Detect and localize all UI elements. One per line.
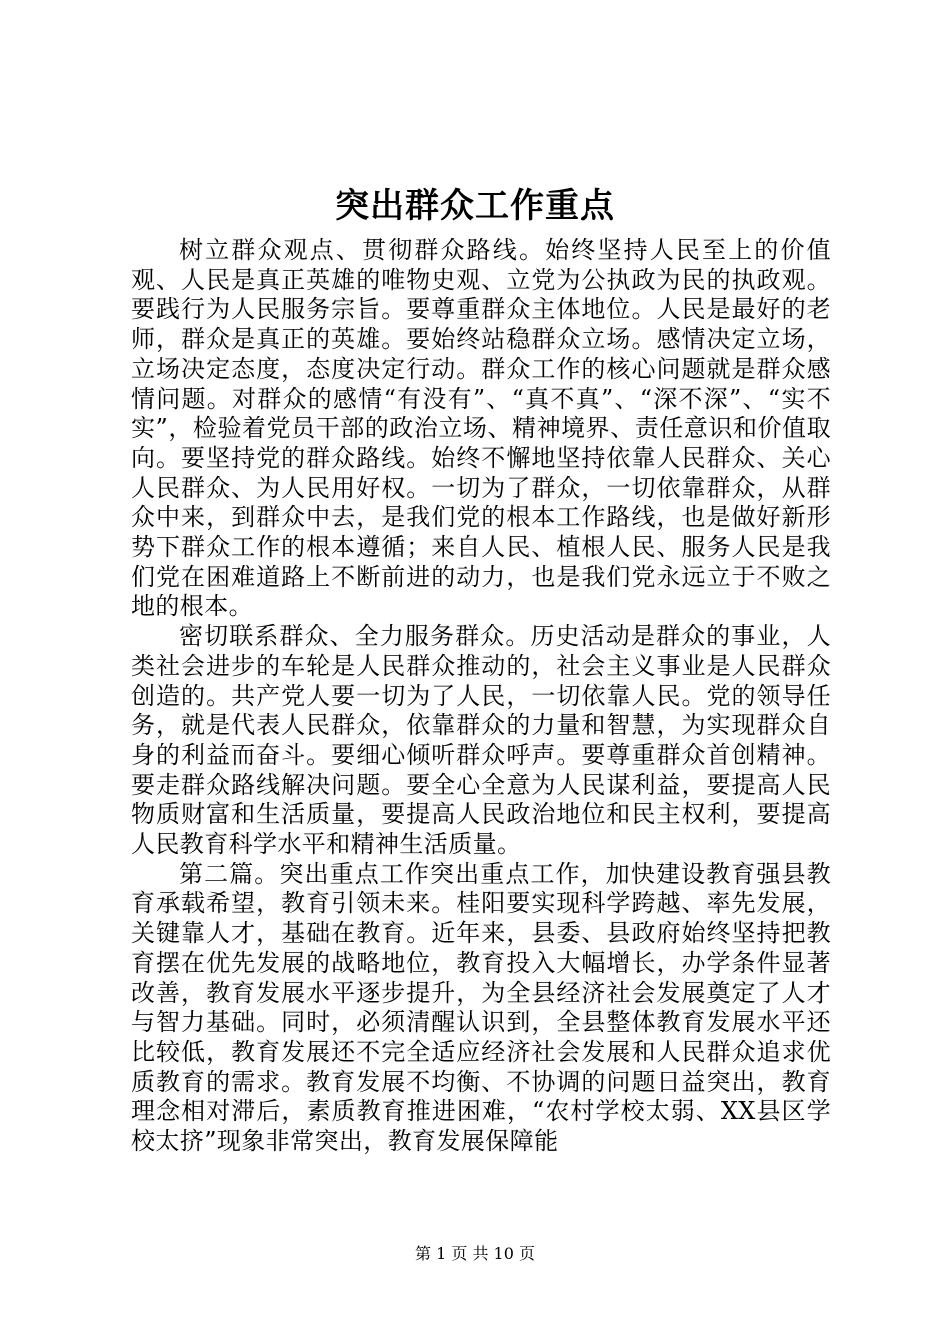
paragraph-2: 密切联系群众、全力服务群众。历史活动是群众的事业，人类社会进步的车轮是人民群众推动的，社会主义事业是人民群众创造的。共产党人要一切为了人民，一切依靠人民。党的领导任务，就是代表人民群众，依靠群众的力量和智慧，为实现群众自身的利益而奋斗。要细心倾听群众呼声。要尊重群众首创精神。要走群众路线解决问题。要全心全意为人民谋利益，要提高人民物质财富和生活质量，要提高人民政治地位和民主权利，要提高人民教育科学水平和精神生活质量。 xyxy=(131,622,831,859)
document-body xyxy=(131,236,831,1157)
page-number-footer: 第 1 页 共 10 页 xyxy=(415,1244,535,1263)
paragraph-1: 树立群众观点、贯彻群众路线。始终坚持人民至上的价值观、人民是真正英雄的唯物史观、立党为公执政为民的执政观。要践行为人民服务宗旨。要尊重群众主体地位。人民是最好的老师，群众是真正的英雄。要始终站稳群众立场。感情决定立场，立场决定态度，态度决定行动。群众工作的核心问题就是群众感情问题。对群众的感情“有没有”、“真不真”、“深不深”、“实不实”，检验着党员干部的政治立场、精神境界、责任意识和价值取向。要坚持党的群众路线。始终不懈地坚持依靠人民群众、关心人民群众、为人民用好权。一切为了群众，一切依靠群众，从群众中来，到群众中去，是我们党的根本工作路线，也是做好新形势下群众工作的根本遵循；来自人民、植根人民、服务人民是我们党在困难道路上不断前进的动力，也是我们党永远立于不败之地的根本。 xyxy=(131,236,831,621)
paragraph-3: 第二篇。突出重点工作突出重点工作，加快建设教育强县教育承载希望，教育引领未来。桂阳要实现科学跨越、率先发展，关键靠人才，基础在教育。近年来，县委、县政府始终坚持把教育摆在优先发展的战略地位，教育投入大幅增长，办学条件显著改善，教育发展水平逐步提升，为全县经济社会发展奠定了人才与智力基础。同时，必须清醒认识到，全县整体教育发展水平还比较低，教育发展还不完全适应经济社会发展和人民群众追求优质教育的需求。教育发展不均衡、不协调的问题日益突出，教育理念相对滞后，素质教育推进困难，“农村学校太弱、XX县区学校太挤”现象非常突出，教育发展保障能 xyxy=(131,859,831,1156)
document-title: 突出群众工作重点 xyxy=(335,186,615,226)
